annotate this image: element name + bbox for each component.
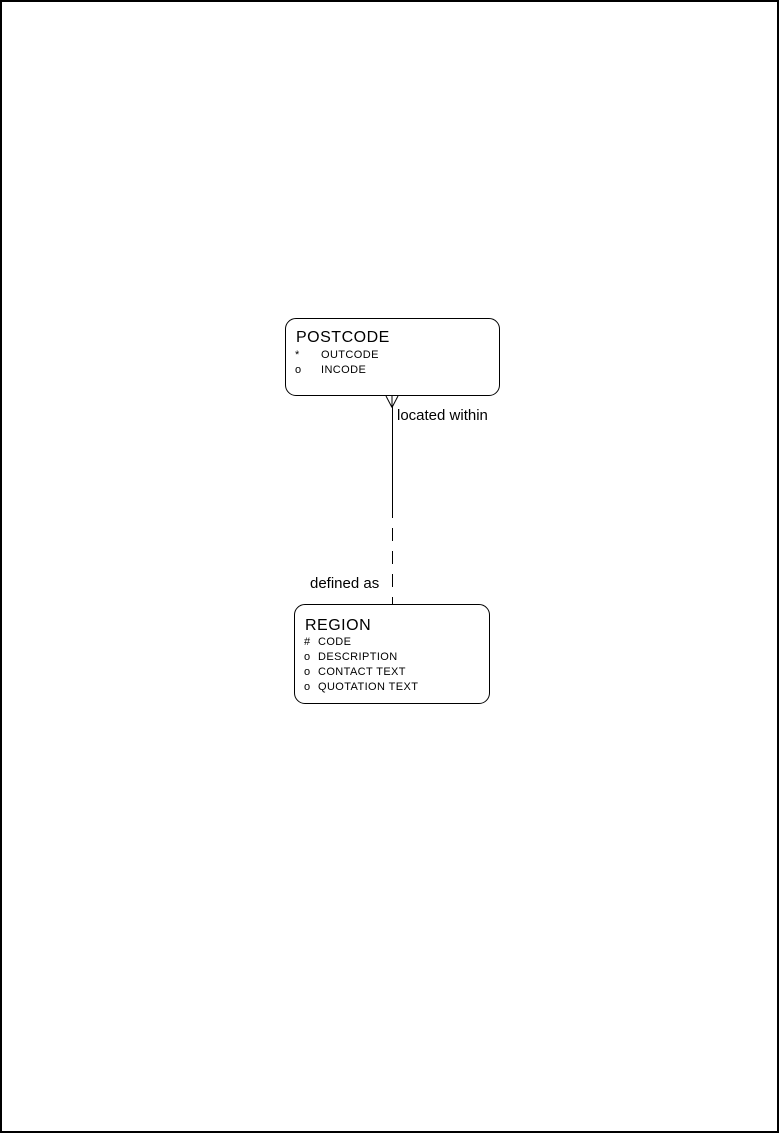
entity-postcode-title: POSTCODE	[296, 329, 390, 346]
optional-attribute-marker: o	[304, 681, 311, 693]
entity-region-title: REGION	[305, 617, 372, 634]
optional-attribute-marker: o	[304, 666, 311, 678]
attribute-name: CONTACT TEXT	[318, 666, 406, 678]
optional-attribute-marker: o	[295, 364, 302, 376]
attribute-name: CODE	[318, 636, 352, 648]
relationship-line-dashed-segment	[392, 505, 393, 604]
attribute-code	[304, 636, 351, 648]
optional-attribute-marker: o	[304, 651, 311, 663]
relationship-line-solid-segment	[392, 407, 393, 505]
relationship-label-defined-as: defined as	[310, 575, 380, 592]
entity-postcode[interactable]	[285, 318, 500, 396]
attribute-outcode	[295, 349, 379, 361]
relationship-label-located-within: located within	[397, 407, 488, 424]
attribute-quotation-text	[304, 681, 418, 693]
entity-region[interactable]	[294, 604, 490, 704]
attribute-name: OUTCODE	[321, 349, 379, 361]
attribute-description	[304, 651, 398, 663]
attribute-name: INCODE	[321, 364, 367, 376]
attribute-name: QUOTATION TEXT	[318, 681, 419, 693]
unique-id-attribute-marker: #	[304, 636, 311, 648]
attribute-name: DESCRIPTION	[318, 651, 398, 663]
mandatory-attribute-marker: *	[295, 349, 300, 361]
attribute-incode	[295, 364, 366, 376]
attribute-contact-text	[304, 666, 406, 678]
